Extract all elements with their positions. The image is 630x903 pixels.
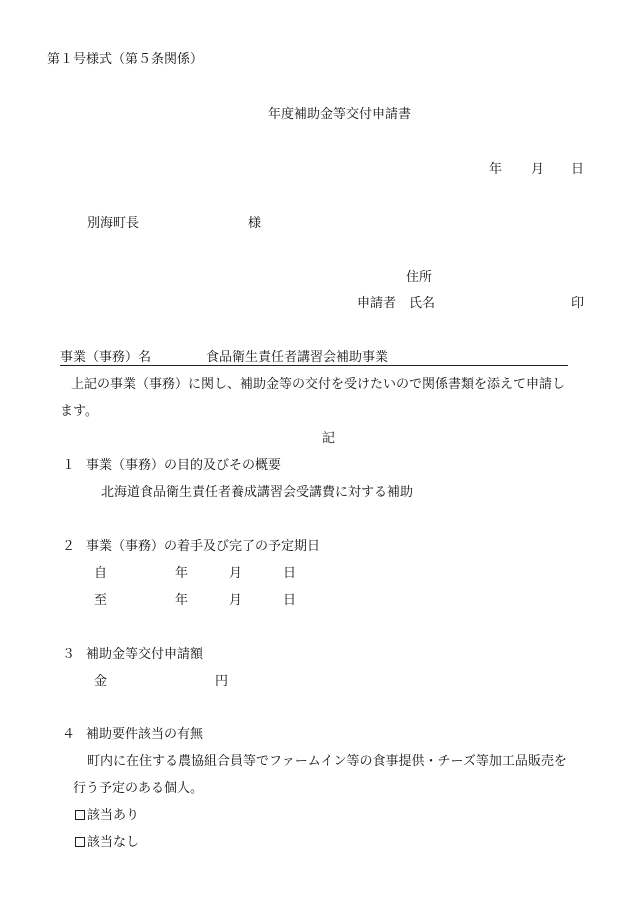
checkbox-applicable[interactable] [75, 810, 85, 820]
applicant-seal-label: 印 [571, 296, 585, 311]
section-1-number: １ [62, 458, 76, 473]
document-title: 年度補助金等交付申請書 [268, 107, 412, 122]
intro-line-2: ます。 [60, 404, 98, 419]
end-date-label: 至 [94, 593, 108, 608]
project-name-value: 食品衛生責任者講習会補助事業 [206, 350, 389, 365]
project-name-label: 事業（事務）名 [60, 350, 152, 365]
option-applicable-label: 該当あり [87, 808, 140, 823]
addressee-name: 別海町長 [87, 216, 140, 231]
end-date-day: 日 [283, 593, 297, 608]
amount-unit: 円 [215, 674, 229, 689]
checkbox-not-applicable[interactable] [75, 837, 85, 847]
form-number: 第１号様式（第５条関係） [47, 52, 204, 67]
option-not-applicable[interactable] [75, 836, 139, 849]
intro-line-1: 上記の事業（事務）に関し、補助金等の交付を受けたいので関係書類を添えて申請し [71, 377, 566, 392]
section-4-heading: 補助要件該当の有無 [86, 727, 204, 742]
start-date-year: 年 [175, 566, 189, 581]
end-date-year: 年 [175, 593, 189, 608]
date-month-label: 月 [531, 162, 545, 177]
section-1-heading: 事業（事務）の目的及びその概要 [86, 458, 282, 473]
start-date-month: 月 [229, 566, 243, 581]
section-4-body-line-1: 町内に在住する農協組合員等でファームイン等の食事提供・チーズ等加工品販売を [87, 754, 567, 769]
section-1-body: 北海道食品衛生責任者養成講習会受講費に対する補助 [101, 485, 414, 500]
section-3-heading: 補助金等交付申請額 [86, 647, 204, 662]
section-4-body-line-2: 行う予定のある個人。 [73, 781, 204, 796]
section-3-number: ３ [62, 647, 76, 662]
date-year-label: 年 [489, 162, 503, 177]
amount-prefix: 金 [94, 674, 108, 689]
applicant-address-label: 住所 [406, 270, 433, 285]
ki-heading: 記 [322, 431, 336, 446]
project-name-underline [60, 365, 568, 366]
option-applicable[interactable] [75, 809, 139, 822]
date-day-label: 日 [571, 162, 585, 177]
start-date-day: 日 [283, 566, 297, 581]
applicant-name-label: 氏名 [409, 296, 436, 311]
option-not-applicable-label: 該当なし [87, 835, 140, 850]
section-4-number: ４ [62, 727, 76, 742]
section-2-heading: 事業（事務）の着手及び完了の予定期日 [86, 539, 321, 554]
end-date-month: 月 [229, 593, 243, 608]
addressee-honorific: 様 [248, 216, 262, 231]
applicant-role-label: 申請者 [357, 296, 397, 311]
section-2-number: ２ [62, 539, 76, 554]
start-date-label: 自 [94, 566, 108, 581]
